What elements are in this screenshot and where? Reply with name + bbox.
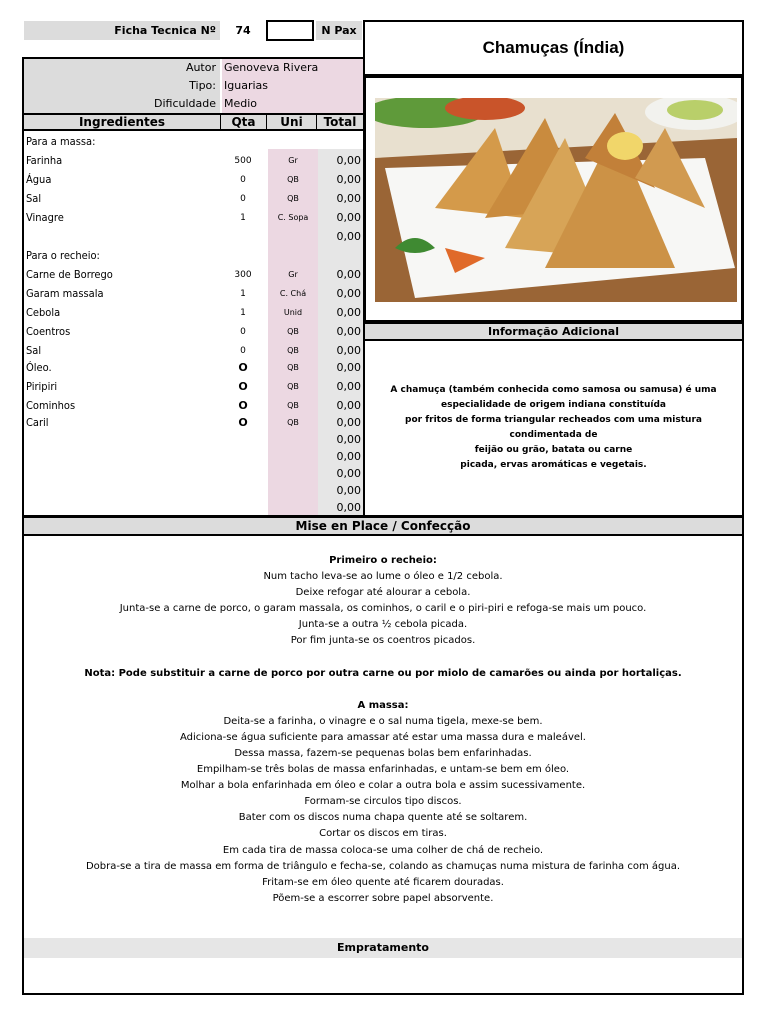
ingredient-qta[interactable]: 0 [240,175,246,185]
mise-line [24,682,742,698]
ingredient-uni[interactable]: Gr [288,270,298,279]
mise-body [22,535,744,995]
mise-line: Por fim junta-se os coentros picados. [290,635,476,647]
ingredient-total: 0,00 [336,211,361,224]
ingredient-name: Para a massa: [26,135,96,148]
ingredient-uni[interactable]: Unid [283,308,303,317]
ingredient-row [24,342,363,360]
ingredient-name: Água [26,173,52,186]
ingredient-name: Coentros [26,325,71,338]
info-line: feijão ou grão, batata ou carne [474,444,633,455]
ingredient-uni[interactable]: C. Sopa [277,213,309,222]
ingredient-total: 0,00 [336,344,361,357]
ingredient-total: 0,00 [336,306,361,319]
ingredient-qta[interactable]: O [238,361,248,374]
ingredient-row [24,171,363,189]
tipo-label: Tipo: [24,77,220,95]
mise-line: Em cada tira de massa coloca-se uma colher de chá de recheio. [222,844,544,856]
dificuldade-value[interactable]: Medio [222,95,363,113]
tipo-row [24,77,363,95]
autor-row [24,59,363,77]
ingredient-name: Sal [26,344,42,357]
ingredient-row [24,133,363,151]
ingredient-qta[interactable]: 500 [234,156,252,166]
mise-line: Empilham-se três bolas de massa enfarinhadas, e untam-se bem em óleo. [196,764,570,776]
mise-line: Num tacho leva-se ao lume o óleo e 1/2 cebola. [263,571,503,583]
ingredient-qta[interactable]: 1 [240,289,246,299]
ingredient-total: 0,00 [336,467,361,480]
npax-label: N Pax [316,21,362,40]
ingredient-uni[interactable]: QB [287,346,299,355]
ingredient-row [24,465,363,483]
ingredient-row [24,304,363,322]
mise-line [24,650,742,666]
ingredient-uni[interactable]: C. Chá [279,289,307,298]
ingredient-total: 0,00 [336,433,361,446]
col-total: Total [316,115,363,129]
ingredient-uni[interactable]: QB [287,401,299,410]
ingredient-uni[interactable]: QB [287,363,299,372]
ingredients-panel [22,57,365,517]
ingredient-name: Sal [26,192,42,205]
ingredient-name: Piripiri [26,380,58,393]
col-uni: Uni [266,115,316,129]
mise-line: Formam-se circulos tipo discos. [304,796,462,808]
mise-line: Fritam-se em óleo quente até ficarem douradas. [262,876,504,888]
ingredient-name: Para o recheio: [26,249,100,262]
ingredient-total: 0,00 [336,325,361,338]
ingredient-total: 0,00 [336,287,361,300]
ingredient-qta[interactable]: 1 [240,308,246,318]
info-line: A chamuça (também conhecida como samosa ou samusa) é uma [390,384,717,395]
ingredient-qta[interactable]: 300 [234,270,252,280]
ingredient-total: 0,00 [336,230,361,243]
ingredient-row [24,378,363,396]
mise-line: Bater com os discos numa chapa quente até se soltarem. [238,812,528,824]
info-heading: Informação Adicional [363,322,744,341]
ingredient-row [24,397,363,415]
col-qta: Qta [220,115,266,129]
ingredient-row [24,266,363,284]
autor-label: Autor [24,59,220,77]
ingredient-total: 0,00 [336,154,361,167]
ficha-tecnica-label: Ficha Tecnica Nº [24,21,220,40]
ingredient-total: 0,00 [336,380,361,393]
ingredient-row [24,247,363,265]
mise-line: Junta-se a carne de porco, o garam massala, os cominhos, o caril e o piri-piri e refoga-se mais um pouco. [119,603,647,615]
mise-line: Junta-se a outra ½ cebola picada. [298,619,468,631]
mise-line: Cortar os discos em tiras. [319,828,447,840]
ingredient-name: Cebola [26,306,61,319]
ingredient-total: 0,00 [336,501,361,514]
mise-line: Põem-se a escorrer sobre papel absorvente. [272,892,494,904]
ingredient-uni[interactable]: Gr [288,156,298,165]
dificuldade-row [24,95,363,113]
samosa-photo-image [375,98,737,302]
ingredient-row [24,190,363,208]
ingredient-qta[interactable]: O [238,416,248,429]
ingredient-row [24,359,363,377]
ingredients-table-body [24,133,363,515]
ingredient-row [24,431,363,449]
dificuldade-label: Dificuldade [24,95,220,113]
ingredient-uni[interactable]: QB [287,194,299,203]
tipo-value[interactable]: Iguarias [222,77,363,95]
ingredient-qta[interactable]: 0 [240,327,246,337]
ingredient-total: 0,00 [336,399,361,412]
ingredients-table-header [24,113,363,131]
ingredient-qta[interactable]: 1 [240,213,246,223]
ingredient-uni[interactable]: QB [287,175,299,184]
ingredient-name: Vinagre [26,211,64,224]
ingredient-name: Carne de Borrego [26,268,113,281]
mise-line: A massa: [357,699,409,711]
info-line: especialidade de origem indiana constituída [441,399,666,410]
samosa-photo [375,98,737,302]
ingredient-qta[interactable]: O [238,380,248,393]
ingredient-total: 0,00 [336,484,361,497]
ingredient-qta[interactable]: 0 [240,194,246,204]
mise-line: Primeiro o recheio: [329,555,437,566]
ingredient-row [24,152,363,170]
recipe-title: Chamuças (Índia) [363,20,744,76]
ingredient-total: 0,00 [336,192,361,205]
ingredient-uni[interactable]: QB [287,418,299,427]
info-body [363,340,744,517]
ingredient-row [24,414,363,432]
ingredient-total: 0,00 [336,361,361,374]
ingredient-total: 0,00 [336,268,361,281]
ingredient-name: Óleo. [26,361,52,374]
ingredient-name: Caril [26,416,49,429]
ficha-number: 74 [235,24,251,37]
mise-line: Nota: Pode substituir a carne de porco por outra carne ou por miolo de camarões ou ainda por hortaliças. [84,667,682,679]
mise-line: Deixe refogar até alourar a cebola. [295,587,471,599]
mise-line: Dessa massa, fazem-se pequenas bolas bem enfarinhadas. [234,747,532,759]
mise-line: Molhar a bola enfarinhada em óleo e colar a outra bola e assim sucessivamente. [180,780,586,792]
info-text [365,383,742,473]
empratamento-heading: Empratamento [24,938,742,958]
ingredient-total: 0,00 [336,450,361,463]
mise-line: Adiciona-se água suficiente para amassar até estar uma massa dura e maleável. [180,731,586,743]
autor-value[interactable]: Genoveva Rivera [222,59,363,77]
mise-heading: Mise en Place / Confecção [22,516,744,536]
ingredient-row [24,323,363,341]
ingredient-name: Farinha [26,154,63,167]
ingredient-qta[interactable]: 0 [240,346,246,356]
ingredient-name: Garam massala [26,287,104,300]
ingredient-uni[interactable]: QB [287,327,299,336]
ingredient-row [24,448,363,466]
info-line: por fritos de forma triangular recheados com uma mistura condimentada de [405,414,702,440]
ingredient-qta[interactable]: O [238,399,248,412]
ingredient-row [24,228,363,246]
mise-text [24,553,742,907]
mise-line: Deita-se a farinha, o vinagre e o sal numa tigela, mexe-se bem. [223,715,543,727]
ingredient-total: 0,00 [336,173,361,186]
ingredient-row [24,499,363,517]
ingredient-uni[interactable]: QB [287,382,299,391]
mise-line: Dobra-se a tira de massa em forma de triângulo e fecha-se, colando as chamuças numa mistura de farinha com água. [85,860,681,872]
ingredient-row [24,285,363,303]
photo-frame [363,75,744,323]
col-ingredientes: Ingredientes [78,115,166,129]
ingredient-row [24,482,363,500]
ingredient-total: 0,00 [336,416,361,429]
ingredient-row [24,209,363,227]
ingredient-name: Cominhos [26,399,76,412]
info-line: picada, ervas aromáticas e vegetais. [460,459,647,470]
npax-value-field[interactable] [266,20,314,41]
